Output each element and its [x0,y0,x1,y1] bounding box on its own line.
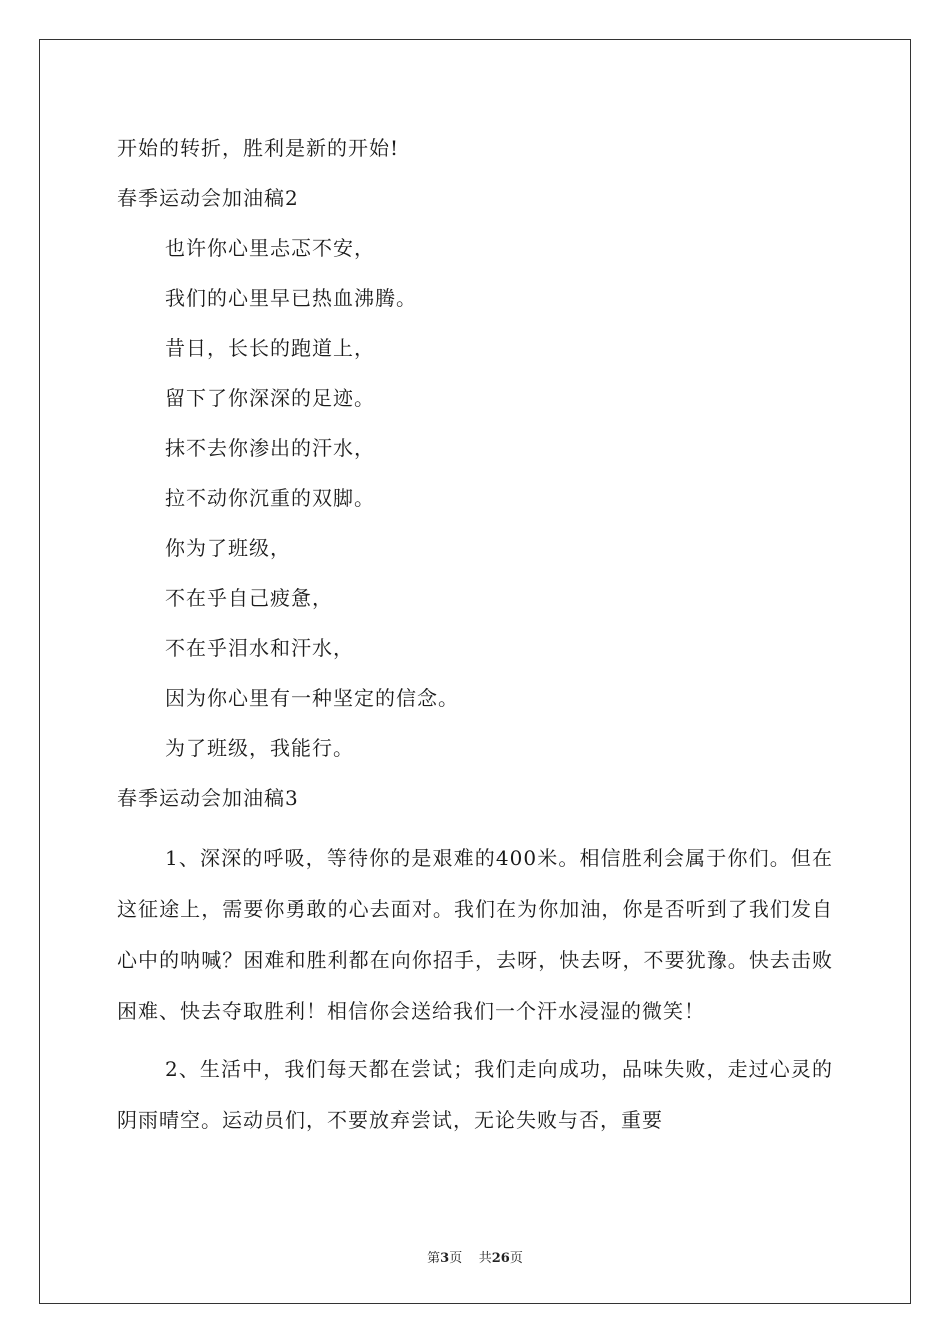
text-line: 开始的转折，胜利是新的开始! [117,136,400,160]
poem-line: 不在乎自己疲惫， [165,586,333,610]
page-prefix: 第 [427,1251,441,1266]
document-body [117,128,833,1146]
poem-line: 昔日，长长的跑道上， [165,336,375,360]
poem-line: 因为你心里有一种坚定的信念。 [165,686,459,710]
page-number: 3 [440,1251,450,1266]
total-pages: 26 [491,1251,510,1266]
poem-line: 拉不动你沉重的双脚。 [165,486,375,510]
poem-line: 我们的心里早已热血沸腾。 [165,286,417,310]
paragraph-2: 2、生活中，我们每天都在尝试；我们走向成功，品味失败，走过心灵的阴雨晴空。运动员们，不要放弃尝试，无论失败与否，重要 [117,1057,833,1132]
page-footer [0,1247,950,1266]
section-heading-2: 春季运动会加油稿2 [117,186,299,210]
poem-line: 抹不去你渗出的汗水， [165,436,375,460]
paragraph-1: 1、深深的呼吸，等待你的是艰难的400米。相信胜利会属于你们。但在这征途上，需要你勇敢的心去面对。我们在为你加油，你是否听到了我们发自心中的呐喊？困难和胜利都在向你招手，去呀，快去呀，不要犹豫。快去击败困难、快去夺取胜利！相信你会送给我们一个汗水浸湿的微笑！ [117,846,833,1023]
poem-line: 你为了班级， [165,536,291,560]
poem-line: 也许你心里忐忑不安， [165,236,375,260]
total-prefix: 共 [478,1251,492,1266]
page-suffix: 页 [449,1251,463,1266]
poem-line: 留下了你深深的足迹。 [165,386,375,410]
total-suffix: 页 [509,1251,523,1266]
poem-line: 不在乎泪水和汗水， [165,636,354,660]
poem-line: 为了班级，我能行。 [165,736,354,760]
section-heading-3: 春季运动会加油稿3 [117,786,299,810]
